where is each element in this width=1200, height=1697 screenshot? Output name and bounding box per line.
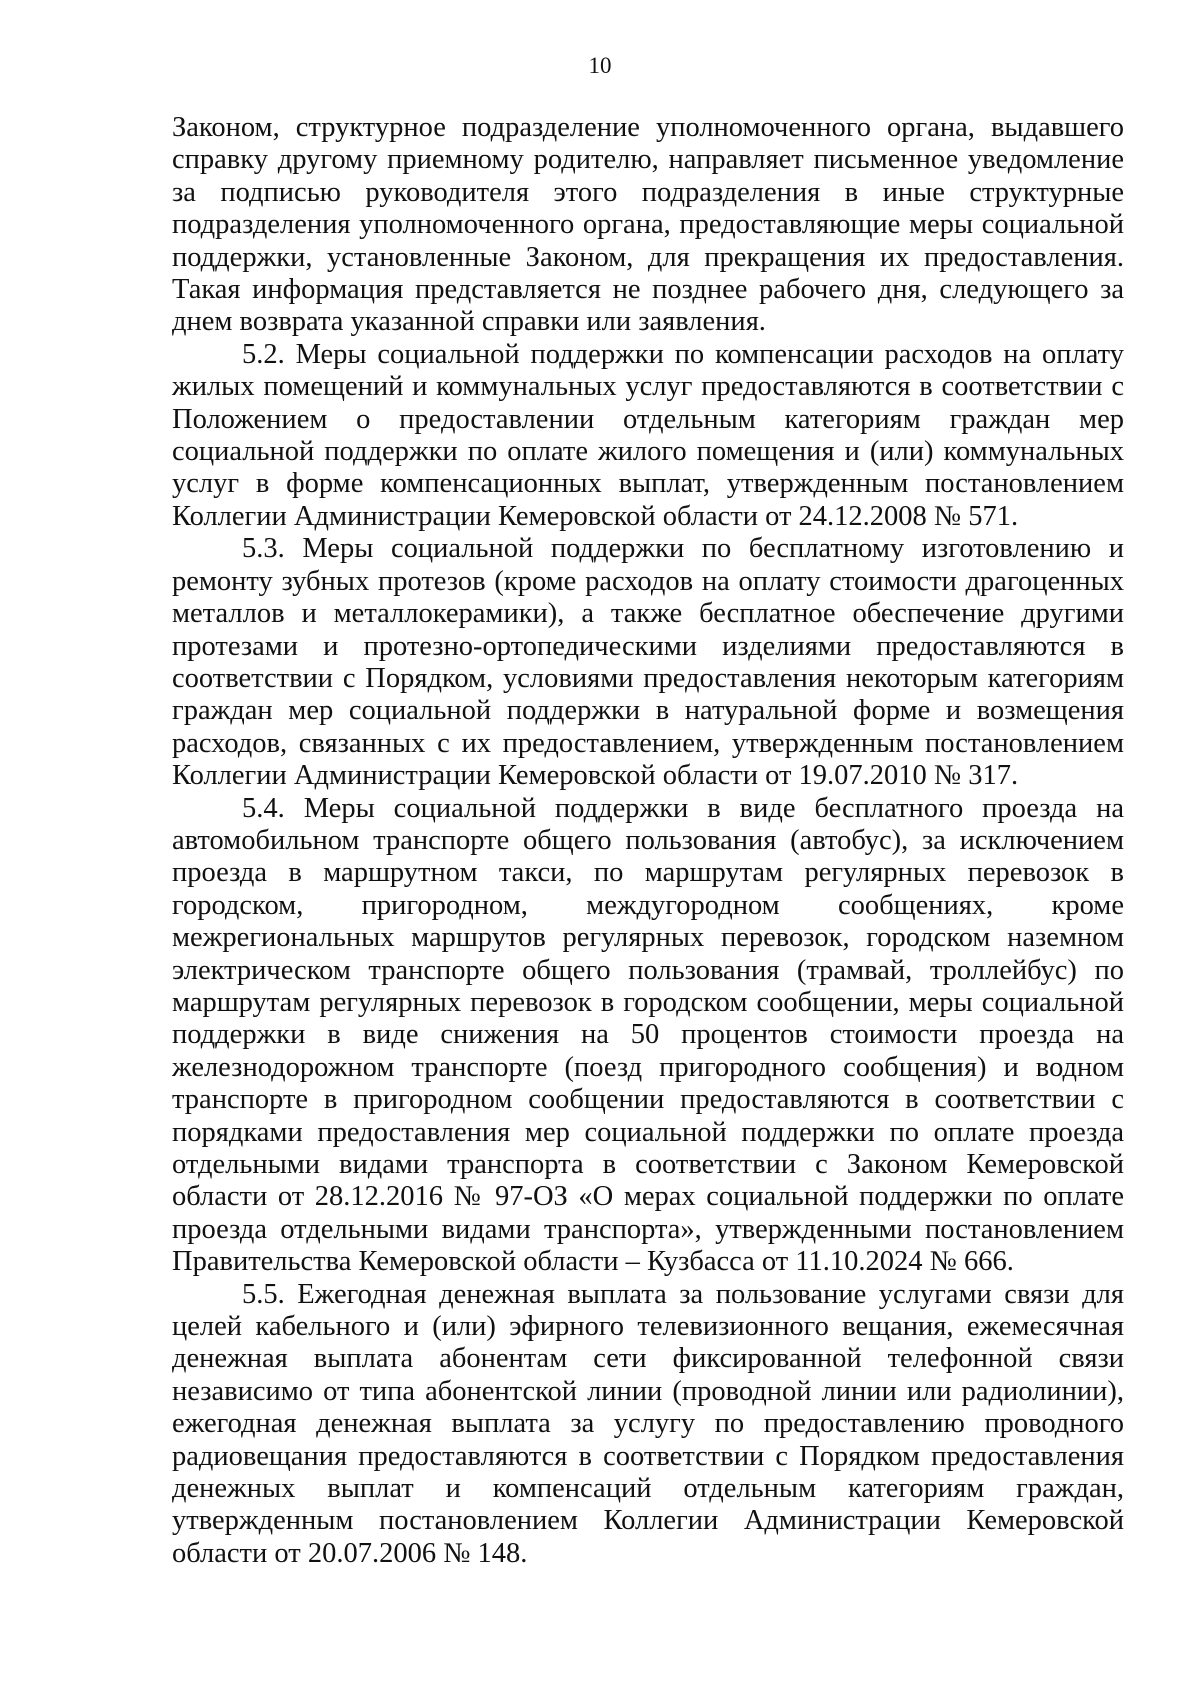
paragraph-5-2: 5.2. Меры социальной поддержки по компенсации расходов на оплату жилых помещений и коммунальных услуг предоставляются в соответствии с Положением о предоставлении отдельным категориям граждан мер социальной поддержки по оплате жилого помещения и (или) коммунальных услуг в форме компенсационных выплат, утвержденным постановлением Коллегии Администрации Кемеровской области от 24.12.2008 № 571. <box>172 338 1124 532</box>
paragraph-continuation: Законом, структурное подразделение уполномоченного органа, выдавшего справку другому приемному родителю, направляет письменное уведомление за подписью руководителя этого подразделения в иные структурные подразделения уполномоченного органа, предоставляющие меры социальной поддержки, установленные Законом, для прекращения их предоставления. Такая информация представляется не позднее рабочего дня, следующего за днем возврата указанной справки или заявления. <box>172 112 1124 338</box>
paragraph-5-5: 5.5. Ежегодная денежная выплата за пользование услугами связи для целей кабельного и (или) эфирного телевизионного вещания, ежемесячная денежная выплата абонентам сети фиксированной телефонной связи независимо от типа абонентской линии (проводной линии или радиолинии), ежегодная денежная выплата за услугу по предоставлению проводного радиовещания предоставляются в соответствии с Порядком предоставления денежных выплат и компенсаций отдельным категориям граждан, утвержденным постановлением Коллегии Администрации Кемеровской области от 20.07.2006 № 148. <box>172 1278 1124 1569</box>
document-body <box>172 112 1124 1570</box>
paragraph-5-4: 5.4. Меры социальной поддержки в виде бесплатного проезда на автомобильном транспорте общего пользования (автобус), за исключением проезда в маршрутном такси, по маршрутам регулярных перевозок в городском, пригородном, междугородном сообщениях, кроме межрегиональных маршрутов регулярных перевозок, городском наземном электрическом транспорте общего пользования (трамвай, троллейбус) по маршрутам регулярных перевозок в городском сообщении, меры социальной поддержки в виде снижения на 50 процентов стоимости проезда на железнодорожном транспорте (поезд пригородного сообщения) и водном транспорте в пригородном сообщении предоставляются в соответствии с порядками предоставления мер социальной поддержки по оплате проезда отдельными видами транспорта в соответствии с Законом Кемеровской области от 28.12.2016 № 97-ОЗ «О мерах социальной поддержки по оплате проезда отдельными видами транспорта», утвержденными постановлением Правительства Кемеровской области – Кузбасса от 11.10.2024 № 666. <box>172 792 1124 1278</box>
page-number: 10 <box>588 53 612 78</box>
paragraph-5-3: 5.3. Меры социальной поддержки по бесплатному изготовлению и ремонту зубных протезов (кроме расходов на оплату стоимости драгоценных металлов и металлокерамики), а также бесплатное обеспечение другими протезами и протезно-ортопедическими изделиями предоставляются в соответствии с Порядком, условиями предоставления некоторым категориям граждан мер социальной поддержки в натуральной форме и возмещения расходов, связанных с их предоставлением, утвержденным постановлением Коллегии Администрации Кемеровской области от 19.07.2010 № 317. <box>172 533 1124 792</box>
